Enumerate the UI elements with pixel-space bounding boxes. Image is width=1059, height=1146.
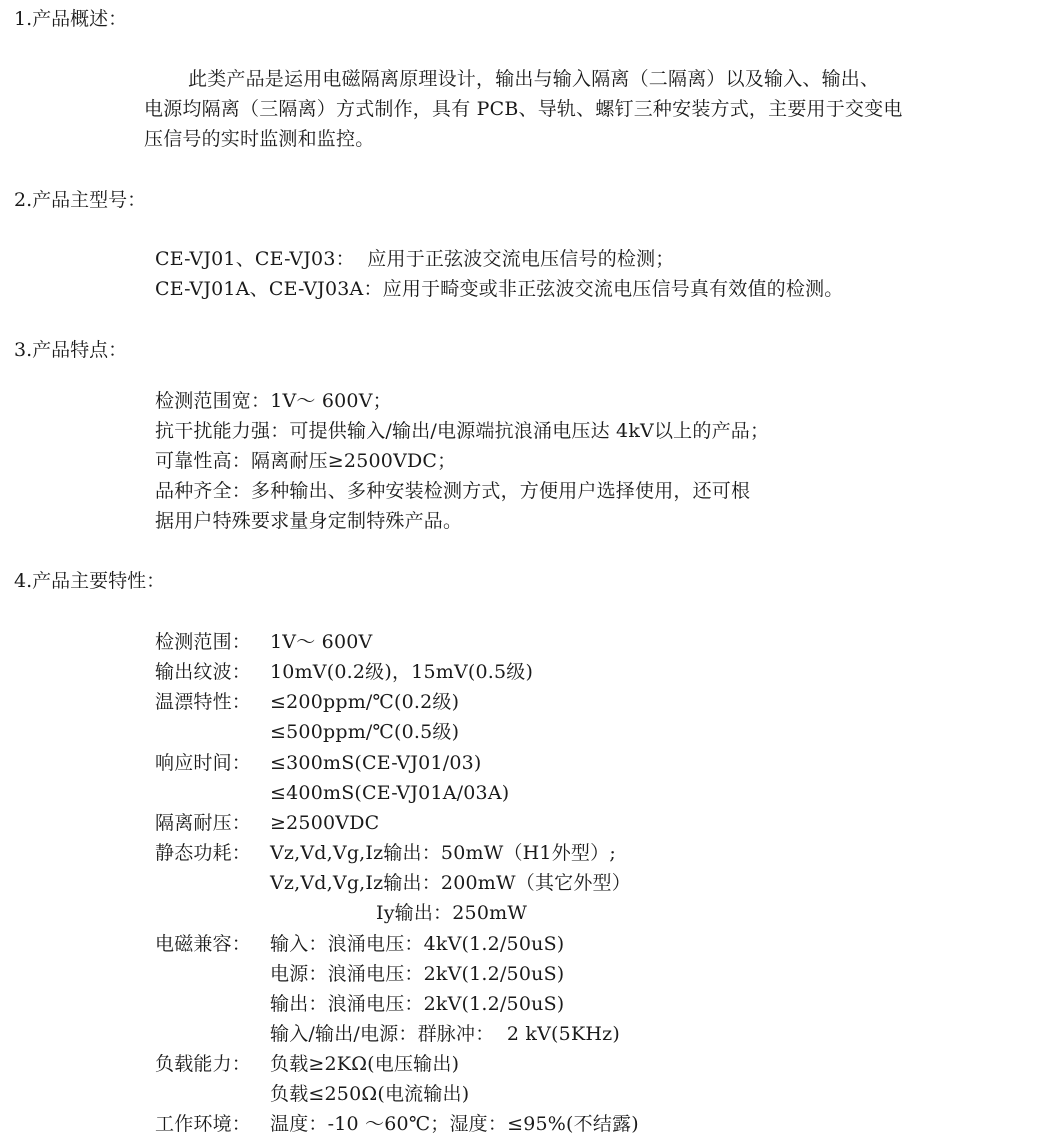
spec-value: ≤300mS(CE-VJ01/03): [270, 752, 482, 774]
spec-value: 10mV(0.2级)，15mV(0.5级): [270, 661, 534, 683]
feature-line: 检测范围宽：1V～ 600V；: [155, 390, 392, 412]
spec-value: 输出：浪涌电压：2kV(1.2/50uS): [270, 993, 565, 1015]
spec-value: ≤500ppm/℃(0.5级): [270, 721, 460, 743]
feature-line: 抗干扰能力强：可提供输入/输出/电源端抗浪涌电压达 4kV以上的产品；: [155, 420, 770, 442]
section-heading-specs: 4.产品主要特性：: [14, 570, 166, 592]
spec-value: ≤200ppm/℃(0.2级): [270, 691, 460, 713]
spec-value: Vz,Vd,Vg,Iz输出：200mW（其它外型）: [270, 872, 631, 894]
spec-value: 1V～ 600V: [270, 631, 373, 653]
spec-label: 负载能力：: [155, 1053, 252, 1075]
section-heading-features: 3.产品特点：: [14, 339, 128, 361]
feature-line: 据用户特殊要求量身定制特殊产品。: [155, 510, 463, 532]
spec-value: Vz,Vd,Vg,Iz输出：50mW（H1外型）;: [270, 842, 616, 864]
overview-paragraph-line: 电源均隔离（三隔离）方式制作，具有 PCB、导轨、螺钉三种安装方式，主要用于交变电: [144, 98, 903, 120]
model-line: CE-VJ01A、CE-VJ03A：应用于畸变或非正弦波交流电压信号真有效值的检测。: [155, 278, 844, 300]
spec-label: 电磁兼容：: [155, 933, 252, 955]
spec-value: 温度：-10 ～60℃；湿度：≤95%(不结露): [270, 1113, 639, 1135]
spec-label: 温漂特性：: [155, 691, 252, 713]
spec-label: 响应时间：: [155, 752, 252, 774]
spec-value: Iy输出：250mW: [376, 902, 528, 924]
spec-label: 静态功耗：: [155, 842, 252, 864]
spec-label: 输出纹波：: [155, 661, 252, 683]
spec-label: 工作环境：: [155, 1113, 252, 1135]
overview-paragraph-line: 此类产品是运用电磁隔离原理设计，输出与输入隔离（二隔离）以及输入、输出、: [188, 68, 880, 90]
feature-line: 可靠性高：隔离耐压≥2500VDC；: [155, 450, 457, 472]
spec-value: 输入：浪涌电压：4kV(1.2/50uS): [270, 933, 565, 955]
spec-value: 负载≤250Ω(电流输出): [270, 1083, 470, 1105]
overview-paragraph-line: 压信号的实时监测和监控。: [144, 128, 375, 150]
spec-label: 隔离耐压：: [155, 812, 252, 834]
spec-label: 检测范围：: [155, 631, 252, 653]
spec-value: 负载≥2KΩ(电压输出): [270, 1053, 460, 1075]
spec-value: 输入/输出/电源：群脉冲： 2 kV(5KHz): [270, 1023, 620, 1045]
feature-line: 品种齐全：多种输出、多种安装检测方式，方便用户选择使用，还可根: [155, 480, 751, 502]
spec-value: ≤400mS(CE-VJ01A/03A): [270, 782, 510, 804]
spec-value: 电源：浪涌电压：2kV(1.2/50uS): [270, 963, 565, 985]
section-heading-models: 2.产品主型号：: [14, 189, 147, 211]
model-line: CE-VJ01、CE-VJ03： 应用于正弦波交流电压信号的检测；: [155, 248, 675, 270]
section-heading-overview: 1.产品概述：: [14, 8, 128, 30]
spec-value: ≥2500VDC: [270, 812, 380, 834]
